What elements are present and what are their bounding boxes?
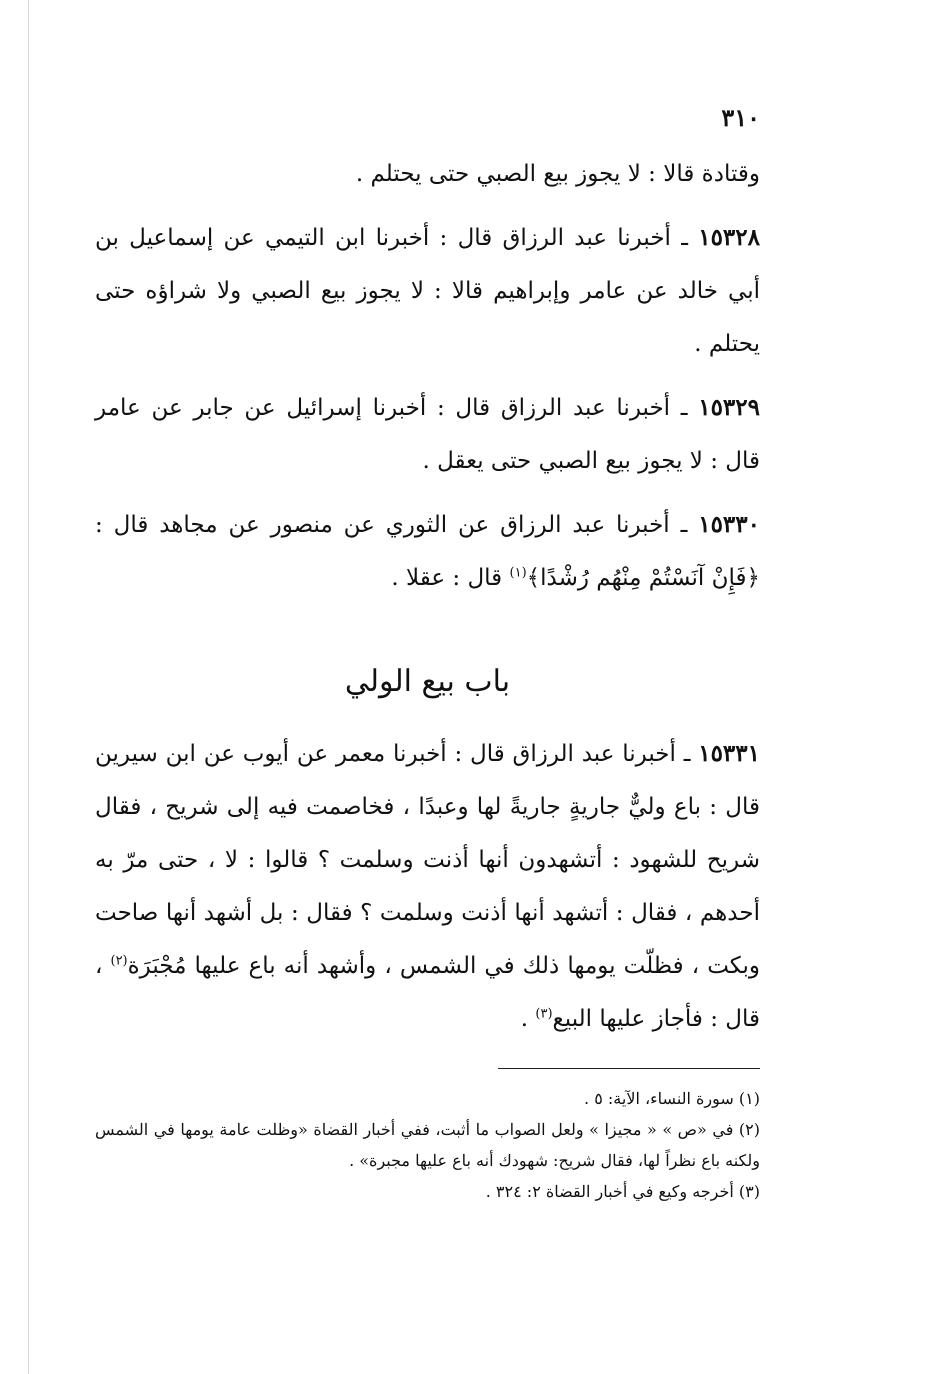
hadith-text-end: . [520, 1006, 536, 1032]
scan-margin-line [28, 0, 29, 1374]
footnote-marker: (٣) [535, 1006, 553, 1022]
page-number: ٣١٠ [721, 103, 760, 132]
footnote-2: (٢) في «ص » « مجيزا » ولعل الصواب ما أثبت، ففي أخبار القضاة «وظلت عامة يومها في الشمس ولكنه باع نظراً لها، فقال شريح: شهودك أنه باع عليها مجبرة» . [95, 1120, 760, 1170]
hadith-text: ـ أخبرنا عبد الرزاق قال : أخبرنا معمر عن أيوب عن ابن سيرين قال : باع وليٌّ جاريةٍ جاريةً لها وعبدًا ، فخاصمت فيه إلى شريح ، فقال شريح للشهود : أتشهدون أنها أذنت وسلمت ؟ قالوا : لا ، حتى مرّ به أحدهم ، فقال : أتشهد أنها أذنت وسلمت ؟ فقال : بل أشهد أنها صاحت وبكت ، فظلّت يومها ذلك في الشمس ، وأشهد أنه باع عليها مُجْبَرَة [95, 741, 760, 979]
hadith-number: ١٥٣٢٨ [698, 224, 760, 251]
paragraph-text: وقتادة قالا : لا يجوز بيع الصبي حتى يحتلم . [355, 161, 760, 187]
hadith-15329 [95, 381, 760, 488]
hadith-text: ـ أخبرنا عبد الرزاق قال : أخبرنا ابن التيمي عن إسماعيل بن أبي خالد عن عامر وإبراهيم قالا : لا يجوز بيع الصبي ولا شراؤه حتى يحتلم . [95, 225, 760, 357]
hadith-15328 [95, 211, 760, 371]
hadith-text: ـ أخبرنا عبد الرزاق قال : أخبرنا إسرائيل عن جابر عن عامر قال : لا يجوز بيع الصبي حتى يعقل . [95, 395, 760, 474]
paragraph-continuation [95, 148, 760, 201]
hadith-15330 [95, 498, 760, 605]
footnote-3: (٣) أخرجه وكيع في أخبار القضاة ٢: ٣٢٤ . [485, 1182, 760, 1201]
footnote-separator [498, 1068, 760, 1069]
hadith-text: ـ أخبرنا عبد الرزاق عن الثوري عن منصور عن مجاهد قال : ﴿فَإِنْ آنَسْتُمْ مِنْهُم رُشْدًا﴾ [95, 512, 760, 591]
footnote-1: (١) سورة النساء، الآية: ٥ . [584, 1089, 760, 1108]
section-title: باب بيع الولي [344, 664, 511, 699]
hadith-number: ١٥٣٣١ [698, 740, 760, 767]
footnote-marker: (١) [509, 565, 527, 581]
book-page [95, 100, 760, 1207]
hadith-number: ١٥٣٣٠ [698, 511, 760, 538]
hadith-15331 [95, 727, 760, 1046]
footnote-marker: (٢) [110, 953, 128, 969]
hadith-text-continued: قال : عقلا . [391, 565, 510, 591]
hadith-number: ١٥٣٢٩ [698, 394, 760, 421]
hadith-text-continued: ، قال : فأجاز عليها البيع [95, 953, 760, 1032]
